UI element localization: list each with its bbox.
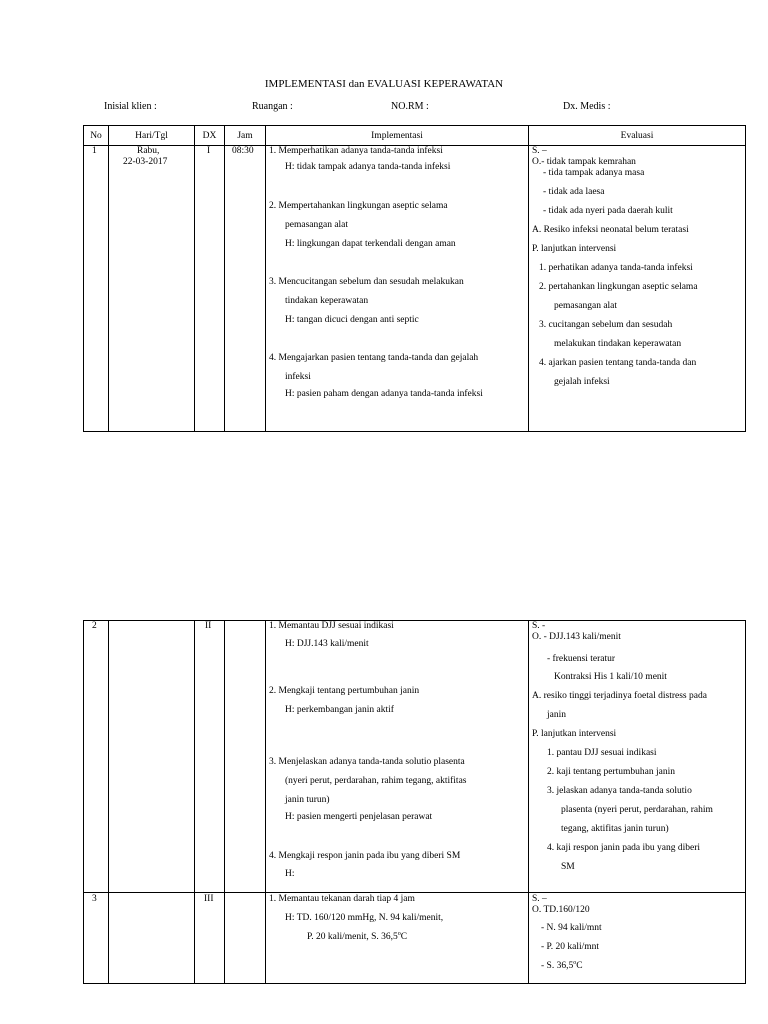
eval-o-item: - frekuensi teratur	[547, 654, 616, 664]
col-header-no: No	[84, 126, 109, 146]
eval-p-item-1: 1. pantau DJJ sesuai indikasi	[547, 748, 657, 758]
eval-o-item: - tidak ada nyeri pada daerah kulit	[543, 206, 673, 216]
row-dx: III	[204, 894, 214, 904]
impl-result-1: H: TD. 160/120 mmHg, N. 94 kali/menit,	[285, 913, 444, 923]
impl-item-4-cont: infeksi	[285, 372, 311, 382]
eval-o: O.- tidak tampak kemrahan	[532, 157, 636, 167]
impl-result-1: H: DJJ.143 kali/menit	[285, 639, 369, 649]
eval-p-item-3: 3. jelaskan adanya tanda-tanda solutio	[547, 786, 692, 796]
row-dx: II	[205, 621, 212, 631]
eval-p-item-1: 1. perhatikan adanya tanda-tanda infeksi	[539, 263, 693, 273]
eval-p-item-2-cont: pemasangan alat	[554, 301, 618, 311]
impl-item-2: 2. Mengkaji tentang pertumbuhan janin	[269, 686, 420, 696]
page-title: IMPLEMENTASI dan EVALUASI KEPERAWATAN	[264, 78, 504, 90]
table-row	[84, 146, 746, 432]
row-number: 2	[92, 621, 97, 631]
dx-medis-label: Dx. Medis :	[563, 101, 611, 112]
table-row	[84, 893, 746, 984]
inisial-klien-label: Inisial klien :	[104, 101, 157, 112]
eval-p-item-3-cont: melakukan tindakan keperawatan	[554, 339, 682, 349]
eval-o: O. TD.160/120	[532, 905, 590, 915]
eval-o-item: Kontraksi His 1 kali/10 menit	[554, 672, 667, 682]
impl-result-2: H: lingkungan dapat terkendali dengan aman	[285, 239, 456, 249]
impl-item-4: 4. Mengajarkan pasien tentang tanda-tanda dan gejalah	[269, 353, 479, 363]
impl-item-2: 2. Mempertahankan lingkungan aseptic selama	[269, 201, 448, 211]
impl-item-3-cont: janin turun)	[285, 795, 330, 805]
norm-label: NO.RM :	[391, 101, 429, 112]
col-header-dx: DX	[195, 126, 225, 146]
eval-a: A. resiko tinggi terjadinya foetal distress pada	[532, 691, 707, 701]
impl-item-1: 1. Memantau tekanan darah tiap 4 jam	[269, 894, 415, 904]
impl-item-1: 1. Memperhatikan adanya tanda-tanda infeksi	[269, 146, 443, 156]
implementation-table-1	[83, 125, 746, 432]
eval-a: A. Resiko infeksi neonatal belum teratasi	[532, 225, 689, 235]
row-number: 1	[92, 146, 97, 156]
col-header-evaluasi: Evaluasi	[529, 126, 746, 146]
eval-p-item-4: 4. kaji respon janin pada ibu yang diberi	[547, 843, 701, 853]
impl-result-3: H: tangan dicuci dengan anti septic	[285, 315, 419, 325]
eval-o-item: - tidak ada laesa	[543, 187, 605, 197]
col-header-jam: Jam	[225, 126, 266, 146]
eval-s: S. -	[532, 621, 546, 631]
impl-result-1-cont: P. 20 kali/menit, S. 36,5$^o$C	[307, 931, 408, 943]
eval-s: S. –	[532, 894, 547, 904]
impl-result-3: H: pasien mengerti penjelasan perawat	[285, 812, 433, 822]
impl-item-3: 3. Menjelaskan adanya tanda-tanda solutio plasenta	[269, 757, 465, 767]
eval-p: P. lanjutkan intervensi	[532, 729, 617, 739]
impl-item-3-cont: (nyeri perut, perdarahan, rahim tegang, aktifitas	[285, 776, 467, 786]
eval-p: P. lanjutkan intervensi	[532, 244, 617, 254]
col-header-implementasi: Implementasi	[266, 126, 529, 146]
eval-o: O. - DJJ.143 kali/menit	[532, 632, 621, 642]
row-number: 3	[92, 894, 97, 904]
impl-item-2-cont: pemasangan alat	[285, 220, 349, 230]
row-day: Rabu,	[137, 146, 160, 156]
ruangan-label: Ruangan :	[252, 101, 293, 112]
implementation-table-2	[83, 620, 746, 984]
impl-item-1: 1. Memantau DJJ sesuai indikasi	[269, 621, 394, 631]
eval-o-item: - tida tampak adanya masa	[543, 168, 645, 178]
eval-p-item-3-cont: plasenta (nyeri perut, perdarahan, rahim	[561, 805, 713, 815]
row-date: 22-03-2017	[123, 157, 168, 167]
eval-p-item-4-cont: SM	[561, 862, 575, 872]
eval-p-item-3-cont: tegang, aktifitas janin turun)	[561, 824, 669, 834]
eval-p-item-4-cont: gejalah infeksi	[554, 377, 610, 387]
eval-s: S. –	[532, 146, 547, 156]
col-header-hari-tgl: Hari/Tgl	[109, 126, 195, 146]
impl-item-3-cont: tindakan keperawatan	[285, 296, 369, 306]
impl-item-3: 3. Mencucitangan sebelum dan sesudah melakukan	[269, 277, 464, 287]
impl-result-4: H:	[285, 869, 295, 879]
eval-p-item-3: 3. cucitangan sebelum dan sesudah	[539, 320, 673, 330]
impl-result-4: H: pasien paham dengan adanya tanda-tanda infeksi	[285, 389, 483, 399]
eval-o-item: - S. 36,5$^o$C	[541, 960, 583, 972]
eval-a-cont: janin	[547, 710, 566, 720]
eval-o-item: - N. 94 kali/mnt	[541, 923, 602, 933]
eval-p-item-2: 2. kaji tentang pertumbuhan janin	[547, 767, 675, 777]
row-dx: I	[207, 146, 211, 156]
row-jam: 08:30	[232, 146, 254, 156]
table-row	[84, 621, 746, 893]
eval-o-item: - P. 20 kali/mnt	[541, 942, 600, 952]
impl-item-4: 4. Mengkaji respon janin pada ibu yang diberi SM	[269, 851, 461, 861]
eval-p-item-2: 2. pertahankan lingkungan aseptic selama	[539, 282, 698, 292]
impl-result-2: H: perkembangan janin aktif	[285, 705, 394, 715]
table-header-row	[84, 126, 746, 146]
eval-p-item-4: 4. ajarkan pasien tentang tanda-tanda dan	[539, 358, 697, 368]
impl-result-1: H: tidak tampak adanya tanda-tanda infeksi	[285, 162, 451, 172]
